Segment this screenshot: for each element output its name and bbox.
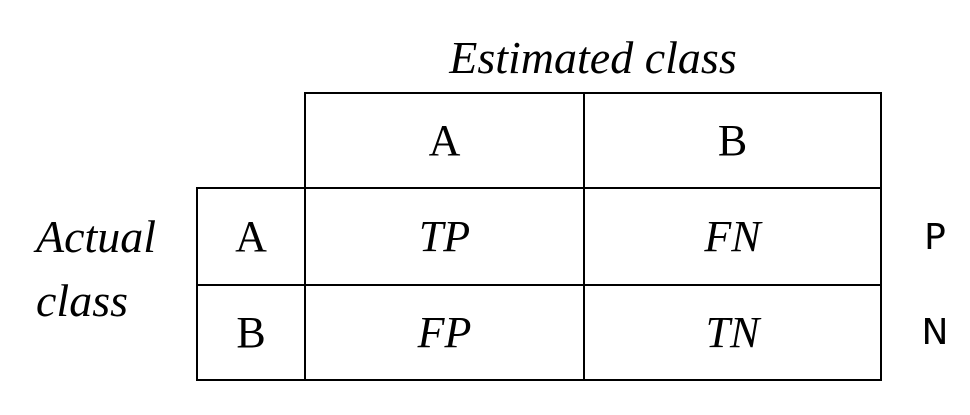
row-total-negative-label: N [921, 312, 949, 353]
row-total-positive-label: P [924, 217, 946, 258]
actual-class-title-line1: Actual [36, 211, 157, 262]
actual-class-title-line2: class [36, 275, 128, 326]
cell-true-negative: TN [583, 284, 882, 381]
cell-false-positive: FP [304, 284, 585, 381]
cell-false-negative: FN [583, 187, 882, 286]
estimated-class-title: Estimated class [449, 32, 737, 83]
column-header-b: B [583, 92, 882, 189]
cell-true-positive: TP [304, 187, 585, 286]
row-header-b: B [196, 284, 306, 381]
row-header-a: A [196, 187, 306, 286]
actual-class-title [36, 205, 156, 333]
column-header-a: A [304, 92, 585, 189]
